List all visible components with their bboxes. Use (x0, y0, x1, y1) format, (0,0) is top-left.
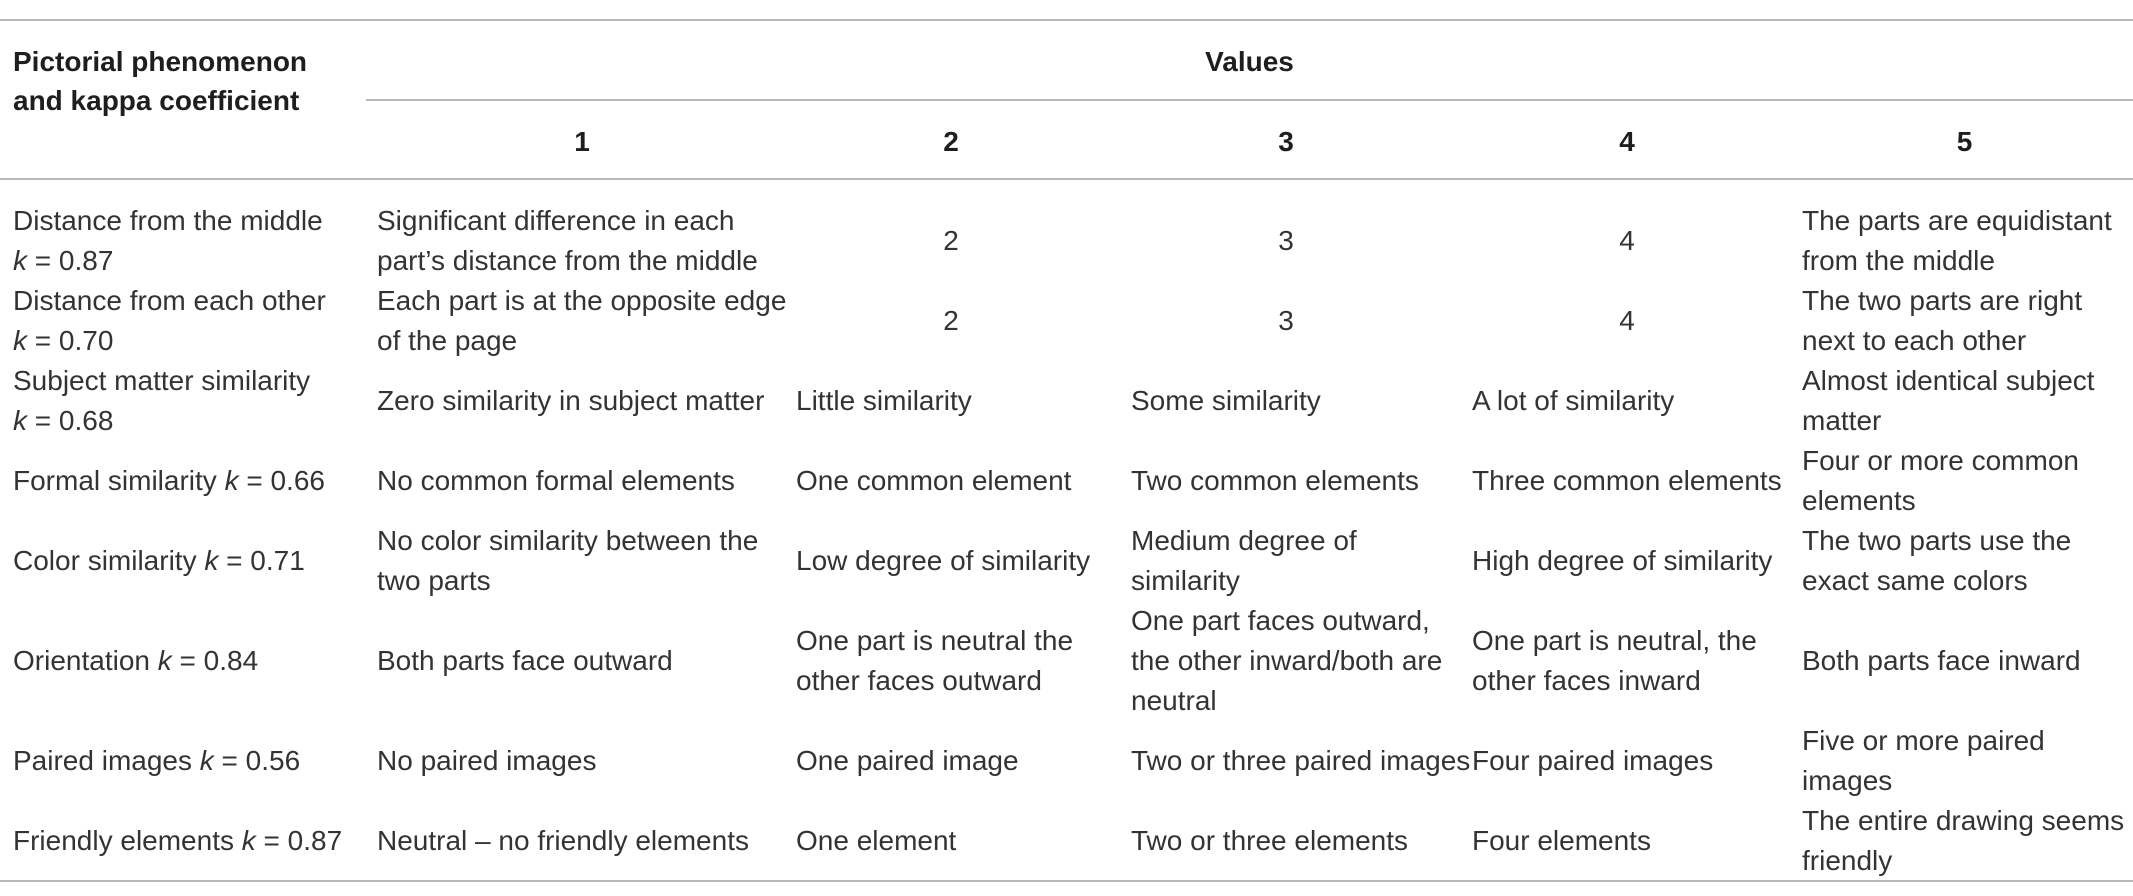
phenomenon-label: Orientation (13, 645, 150, 676)
value-5-cell: Four or more common elements (1802, 445, 2079, 516)
value-1-cell: Each part is at the opposite edge of the page (377, 285, 787, 356)
value-4-cell: Three common elements (1472, 465, 1782, 496)
header-bottom-rule (0, 178, 2133, 180)
phenomenon-label: Paired images (13, 745, 192, 776)
value-2-cell: 2 (943, 225, 959, 256)
value-2-cell: Little similarity (796, 385, 972, 416)
value-2-cell: Low degree of similarity (796, 545, 1091, 576)
phenomenon-cell (13, 721, 358, 801)
values-underline (366, 99, 2133, 101)
header-value-3: 3 (1278, 126, 1294, 157)
table-row (0, 721, 2133, 801)
value-3-cell: Two common elements (1131, 465, 1419, 496)
value-3-cell: Medium degree of similarity (1131, 525, 1357, 596)
kappa-value: = 0.84 (179, 645, 259, 676)
header-value-1: 1 (574, 126, 590, 157)
header-value-2: 2 (943, 126, 959, 157)
phenomenon-label: Friendly elements (13, 824, 234, 856)
phenomenon-cell (13, 281, 358, 361)
value-5-cell: The entire drawing seems friendly (1802, 804, 2125, 876)
value-4-cell: 4 (1619, 305, 1635, 336)
value-3-cell: 3 (1278, 305, 1294, 336)
value-4-cell: Four elements (1472, 824, 1651, 856)
value-5-cell: The two parts are right next to each other (1802, 285, 2083, 356)
value-4-cell: A lot of similarity (1472, 385, 1675, 416)
phenomenon-label: Formal similarity (13, 465, 217, 496)
value-1-cell: No common formal elements (377, 465, 735, 496)
value-1-cell: Neutral – no friendly elements (377, 824, 749, 856)
header-values: Values (1205, 46, 1294, 77)
phenomenon-cell (13, 521, 358, 601)
kappa-value: = 0.87 (34, 245, 114, 276)
value-4-cell: One part is neutral, the other faces inward (1472, 625, 1757, 696)
kappa-symbol: k (199, 745, 214, 776)
table-top-rule (0, 19, 2133, 21)
kappa-symbol: k (157, 645, 172, 676)
value-1-cell: No color similarity between the two parts (377, 525, 759, 596)
value-3-cell: Two or three paired images (1131, 745, 1471, 776)
value-1-cell: Both parts face outward (377, 645, 673, 676)
value-2-cell: One part is neutral the other faces outward (796, 625, 1074, 696)
table-row (0, 441, 2133, 521)
table-row (0, 521, 2133, 601)
value-4-cell: 4 (1619, 225, 1635, 256)
value-3-cell: One part faces outward, the other inward/both are neutral (1131, 605, 1443, 716)
phenomenon-cell (13, 601, 358, 721)
table-bottom-rule (0, 880, 2133, 882)
value-5-cell: Five or more paired images (1802, 725, 2045, 796)
value-3-cell: 3 (1278, 225, 1294, 256)
kappa-value: = 0.68 (34, 405, 114, 436)
value-5-cell: The parts are equidistant from the middle (1802, 205, 2112, 276)
value-5-cell: The two parts use the exact same colors (1802, 525, 2072, 596)
value-2-cell: One paired image (796, 745, 1019, 776)
value-5-cell: Almost identical subject matter (1802, 365, 2095, 436)
value-1-cell: No paired images (377, 745, 597, 776)
phenomenon-label: Distance from the middle (13, 205, 323, 236)
value-4-cell: High degree of similarity (1472, 545, 1773, 576)
phenomenon-cell (13, 801, 358, 880)
value-2-cell: One common element (796, 465, 1072, 496)
kappa-symbol: k (13, 325, 27, 356)
header-value-4: 4 (1619, 126, 1635, 157)
kappa-value: = 0.71 (226, 545, 305, 576)
table-row (0, 281, 2133, 361)
kappa-symbol: k (13, 245, 27, 276)
kappa-symbol: k (204, 545, 219, 576)
value-2-cell: 2 (943, 305, 959, 336)
header-phenomenon: Pictorial phenomenon and kappa coefficient (13, 46, 308, 116)
kappa-value: = 0.87 (263, 824, 343, 856)
value-3-cell: Some similarity (1131, 385, 1321, 416)
kappa-symbol: k (13, 405, 27, 436)
table-row (0, 801, 2133, 880)
phenomenon-cell (13, 441, 358, 521)
table-row (0, 601, 2133, 721)
phenomenon-cell (13, 361, 358, 441)
kappa-symbol: k (241, 824, 256, 856)
kappa-value: = 0.70 (34, 325, 114, 356)
value-1-cell: Significant difference in each part’s distance from the middle (377, 205, 758, 276)
table-row (0, 361, 2133, 441)
value-2-cell: One element (796, 824, 957, 856)
phenomenon-label: Color similarity (13, 545, 197, 576)
value-1-cell: Zero similarity in subject matter (377, 385, 765, 416)
kappa-value: = 0.56 (221, 745, 301, 776)
value-4-cell: Four paired images (1472, 745, 1714, 776)
table-row (0, 201, 2133, 281)
kappa-symbol: k (224, 465, 239, 496)
phenomenon-cell (13, 201, 358, 281)
value-5-cell: Both parts face inward (1802, 645, 2081, 676)
value-3-cell: Two or three elements (1131, 824, 1409, 856)
header-value-5: 5 (1956, 126, 1973, 157)
kappa-value: = 0.66 (246, 465, 325, 496)
phenomenon-label: Subject matter similarity (13, 365, 311, 396)
phenomenon-label: Distance from each other (13, 285, 326, 316)
